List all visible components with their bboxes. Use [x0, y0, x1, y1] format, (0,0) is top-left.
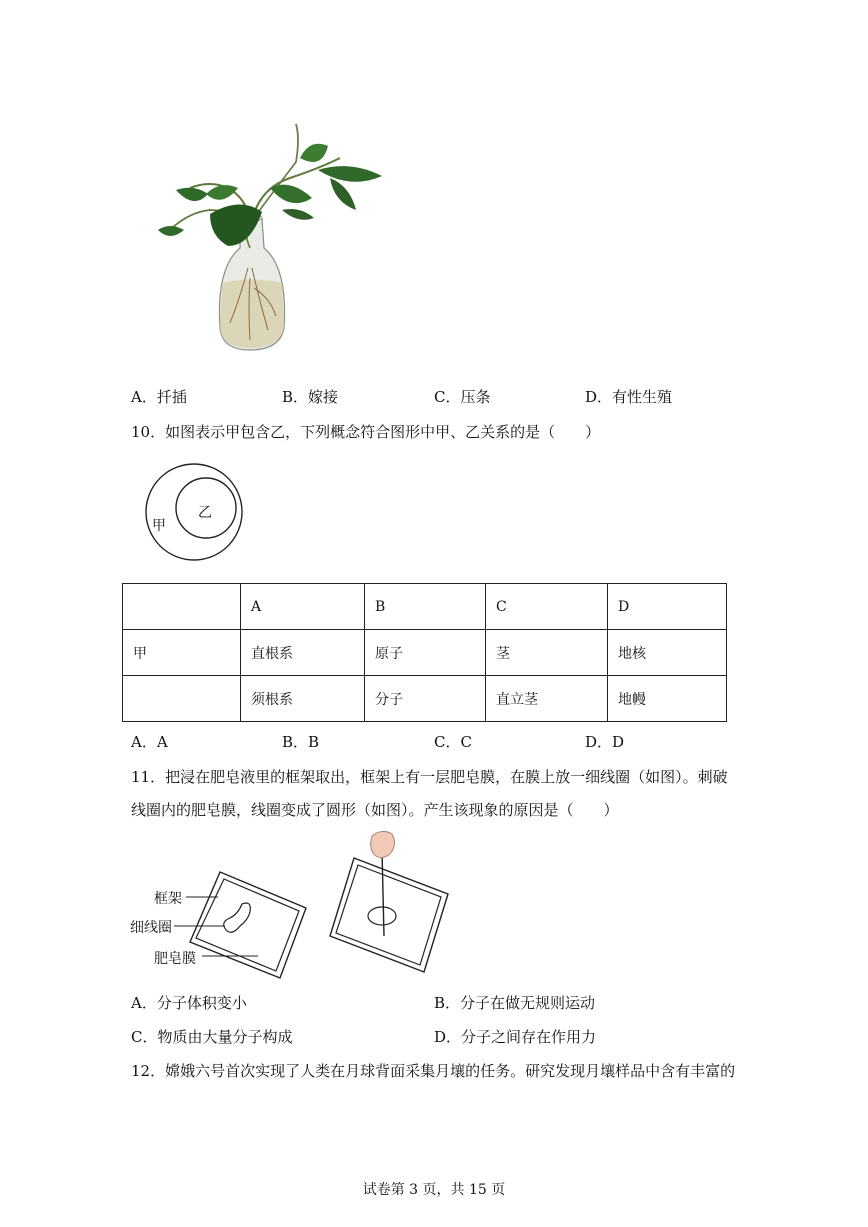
table-row: [123, 630, 727, 676]
table-row: [123, 676, 727, 722]
page-footer: 试卷第 3 页，共 15 页: [362, 1182, 506, 1198]
table-cell: 甲: [123, 630, 241, 676]
table-cell: A: [241, 584, 365, 630]
table-cell: [123, 676, 241, 722]
q9-option-c: C．压条: [434, 388, 491, 406]
table-cell: 原子: [365, 630, 486, 676]
q10-options-table: [122, 583, 727, 722]
table-cell: D: [608, 584, 727, 630]
table-cell: 茎: [486, 630, 608, 676]
q9-option-a: A．扦插: [131, 388, 187, 406]
q11-option-b: B．分子在做无规则运动: [434, 994, 596, 1012]
q9-option-d: D．有性生殖: [585, 388, 673, 406]
frame-label: 框架: [154, 891, 182, 907]
q11-option-c: C．物质由大量分子构成: [131, 1028, 293, 1046]
soap-film-label: 肥皂膜: [154, 951, 196, 967]
table-cell: C: [486, 584, 608, 630]
table-cell: 须根系: [241, 676, 365, 722]
q10-option-b: B．B: [282, 733, 320, 751]
plant-vase-illustration: [150, 118, 390, 356]
q9-option-b: B．嫁接: [282, 388, 339, 406]
q11-option-d: D．分子之间存在作用力: [434, 1028, 597, 1046]
inner-circle-label: 乙: [198, 505, 212, 521]
outer-circle-label: 甲: [152, 518, 166, 534]
thread-loop-label: 细线圈: [130, 920, 172, 936]
q11-stem-line2: 线圈内的肥皂膜，线圈变成了圆形（如图）。产生该现象的原因是（ ）: [131, 801, 619, 819]
table-cell: 分子: [365, 676, 486, 722]
table-cell: B: [365, 584, 486, 630]
table-cell: 地核: [608, 630, 727, 676]
table-cell: [123, 584, 241, 630]
q10-option-c: C．C: [434, 733, 472, 751]
nested-circles-diagram: [142, 460, 248, 564]
q12-stem-line1: 12．嫦娥六号首次实现了人类在月球背面采集月壤的任务。研究发现月壤样品中含有丰富的: [131, 1062, 736, 1080]
q10-option-d: D．D: [585, 733, 625, 751]
table-cell: 直根系: [241, 630, 365, 676]
table-cell: 直立茎: [486, 676, 608, 722]
q11-stem-line1: 11．把浸在肥皂液里的框架取出，框架上有一层肥皂膜，在膜上放一细线圈（如图）。刺破: [131, 768, 728, 786]
table-header-row: [123, 584, 727, 630]
table-cell: 地幔: [608, 676, 727, 722]
q10-stem: 10．如图表示甲包含乙，下列概念符合图形中甲、乙关系的是（ ）: [131, 423, 601, 441]
q11-option-a: A．分子体积变小: [131, 994, 247, 1012]
q10-option-a: A．A: [131, 733, 168, 751]
